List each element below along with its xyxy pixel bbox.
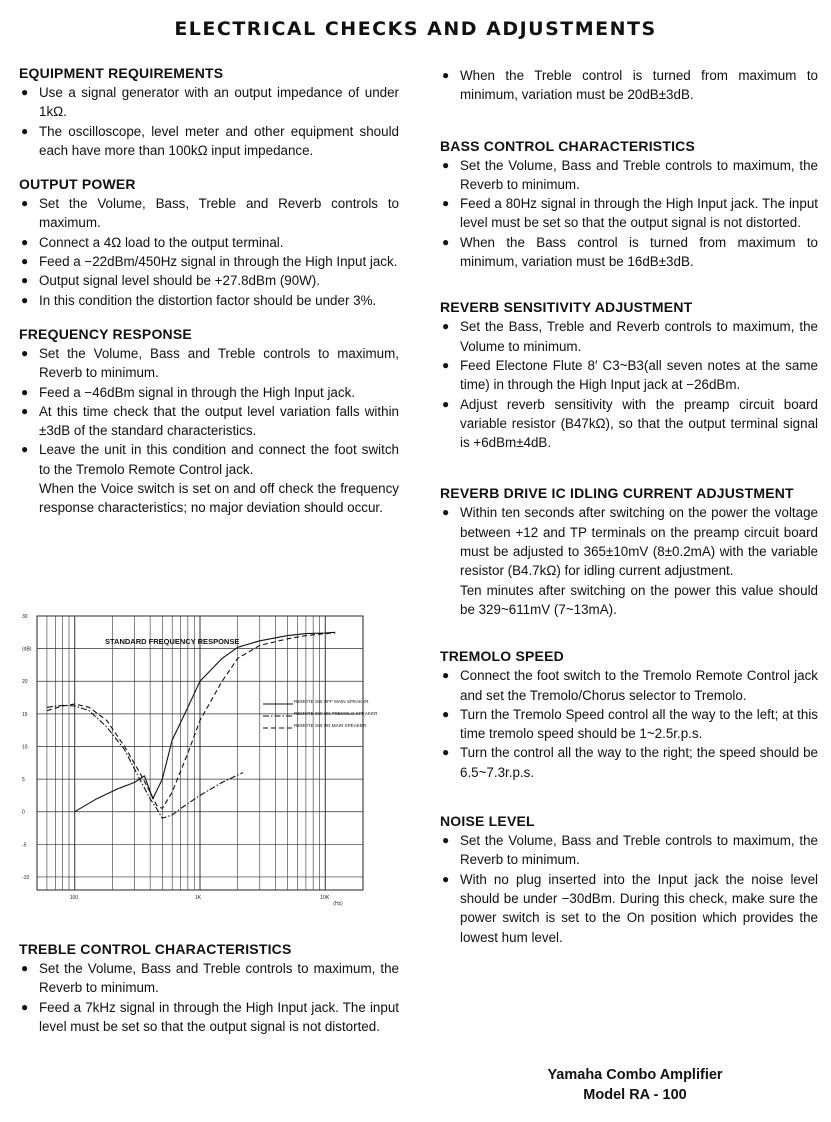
right-column [440, 66, 818, 962]
noise-level-section [440, 812, 818, 947]
y-tick-label: -10 [22, 874, 30, 881]
treble-section [19, 940, 399, 1036]
section-heading: REVERB SENSITIVITY ADJUSTMENT [440, 299, 693, 316]
frequency-response-chart [19, 610, 397, 910]
footer-line-1: Yamaha Combo Amplifier [547, 1067, 723, 1083]
section-heading: REVERB DRIVE IC IDLING CURRENT ADJUSTMENT [440, 485, 794, 502]
list-item: ● Set the Volume, Bass, Treble and Reverb controls to maximum. [19, 194, 399, 233]
list-item: ● Connect the foot switch to the Tremolo Remote Control jack and set the Tremolo/Chorus selector to Tremolo. [440, 666, 818, 705]
section-heading: TREMOLO SPEED [440, 648, 564, 665]
tremolo-speed-section [440, 647, 818, 782]
list-item: ● Set the Volume, Bass and Treble controls to maximum, Reverb to minimum. [19, 344, 399, 383]
list-item: ● Set the Volume, Bass and Treble controls to maximum, the Reverb to minimum. [19, 959, 399, 998]
list-item: ● Adjust reverb sensitivity with the preamp circuit board variable resistor (B47kΩ), so that the output terminal signal is +6dBm±4dB. [440, 395, 818, 453]
list-item: ● Turn the Tremolo Speed control all the way to the left; at this time tremolo speed should be 1~2.5r.p.s. [440, 705, 818, 744]
list-item: ● Connect a 4Ω load to the output terminal. [19, 233, 399, 252]
list-item: ● Turn the control all the way to the right; the speed should be 6.5~7.3r.p.s. [440, 743, 818, 782]
list-item: ● Feed a 7kHz signal in through the High Input jack. The input level must be set so that the output signal is not distorted. [19, 998, 399, 1037]
section-heading: FREQUENCY RESPONSE [19, 325, 192, 342]
list-item: ● Feed a 80Hz signal in through the High Input jack. The input level must be set so that the output signal is not distorted. [440, 194, 818, 233]
section-heading: OUTPUT POWER [19, 176, 136, 193]
list-item-text: Within ten seconds after switching on the power the voltage between +12 and TP terminals on the preamp circuit board must be adjusted to 365±10mV (8±0.2mA) with the variable resistor (B4.7kΩ) for idling current adjustment. [460, 505, 818, 579]
continuation-text: Ten minutes after switching on the power this value should be 329~611mV (7~13mA). [460, 582, 818, 617]
reverb-drive-section [440, 484, 818, 619]
series-line [47, 633, 335, 809]
chart-title: STANDARD FREQUENCY RESPONSE [105, 637, 240, 646]
list-item: ● Feed a −22dBm/450Hz signal in through the High Input jack. [19, 252, 399, 271]
list-item: ● Set the Volume, Bass and Treble controls to maximum, the Reverb to minimum. [440, 156, 818, 195]
list-item [440, 503, 818, 619]
list-item: ● Set the Volume, Bass and Treble controls to maximum, the Reverb to minimum. [440, 831, 818, 870]
list-item-text: Leave the unit in this condition and connect the foot switch to the Tremolo Remote Control jack. [39, 442, 399, 477]
legend-label: REMOTE SW ON MAIN SPEAKER [294, 723, 367, 728]
list-item: ● Output signal level should be +27.8dBm (90W). [19, 271, 399, 290]
treble-continuation [440, 66, 818, 105]
continuation-text: When the Voice switch is set on and off check the frequency response characteristics; no major deviation should occur. [39, 481, 399, 516]
series-line [75, 632, 336, 811]
section-heading: NOISE LEVEL [440, 813, 535, 830]
list-item: ● The oscilloscope, level meter and other equipment should each have more than 100kΩ input impedance. [19, 122, 399, 161]
y-tick-label: 15 [22, 711, 28, 718]
footer-line-2: Model RA - 100 [583, 1087, 687, 1103]
y-tick-label: (dB) [22, 646, 32, 653]
y-tick-label: 0 [22, 809, 25, 816]
list-item: ● Use a signal generator with an output impedance of under 1kΩ. [19, 83, 399, 122]
equipment-section [19, 64, 399, 160]
y-tick-label: 5 [22, 777, 25, 784]
section-heading: TREBLE CONTROL CHARACTERISTICS [19, 941, 292, 957]
footer [520, 1065, 750, 1105]
list-item: ● When the Bass control is turned from maximum to minimum, variation must be 16dB±3dB. [440, 233, 818, 272]
legend-label: REMOTE SW ON TREMOLO SPEAKER [294, 711, 378, 716]
x-tick-label: 10K [320, 895, 330, 901]
reverb-sensitivity-section [440, 298, 818, 452]
bass-section [440, 137, 818, 272]
list-item: ● At this time check that the output level variation falls within ±3dB of the standard characteristics. [19, 402, 399, 441]
left-column [19, 64, 399, 533]
x-axis-unit: (Hz) [333, 901, 343, 907]
list-item: ● Feed a −46dBm signal in through the High Input jack. [19, 383, 399, 402]
frequency-response-section [19, 325, 399, 518]
x-tick-label: 1K [195, 895, 202, 901]
series-line [47, 705, 243, 818]
list-item: ● With no plug inserted into the Input jack the noise level should be under −30dBm. During this check, make sure the power switch is set to the On position which provides the lowest hum level. [440, 870, 818, 947]
y-tick-label: 10 [22, 744, 28, 751]
page-title: ELECTRICAL CHECKS AND ADJUSTMENTS [174, 18, 657, 40]
output-power-section [19, 175, 399, 310]
section-heading: BASS CONTROL CHARACTERISTICS [440, 137, 696, 154]
chart-svg [19, 610, 397, 910]
section-heading: EQUIPMENT REQUIREMENTS [19, 65, 224, 81]
list-item [19, 440, 399, 517]
y-tick-label: 20 [22, 679, 28, 686]
list-item: ● Feed Electone Flute 8′ C3~B3(all seven notes at the same time) in through the High Input jack at −26dBm. [440, 356, 818, 395]
list-item: ● When the Treble control is turned from maximum to minimum, variation must be 20dB±3dB. [440, 66, 818, 105]
y-tick-label: 30 [22, 614, 28, 620]
list-item: ● Set the Bass, Treble and Reverb controls to maximum, the Volume to minimum. [440, 317, 818, 356]
legend-label: REMOTE SW OFF MAIN SPEAKER [294, 699, 369, 704]
y-tick-label: -5 [22, 842, 27, 849]
x-tick-label: 100 [69, 895, 79, 901]
list-item: ● In this condition the distortion factor should be under 3%. [19, 291, 399, 310]
